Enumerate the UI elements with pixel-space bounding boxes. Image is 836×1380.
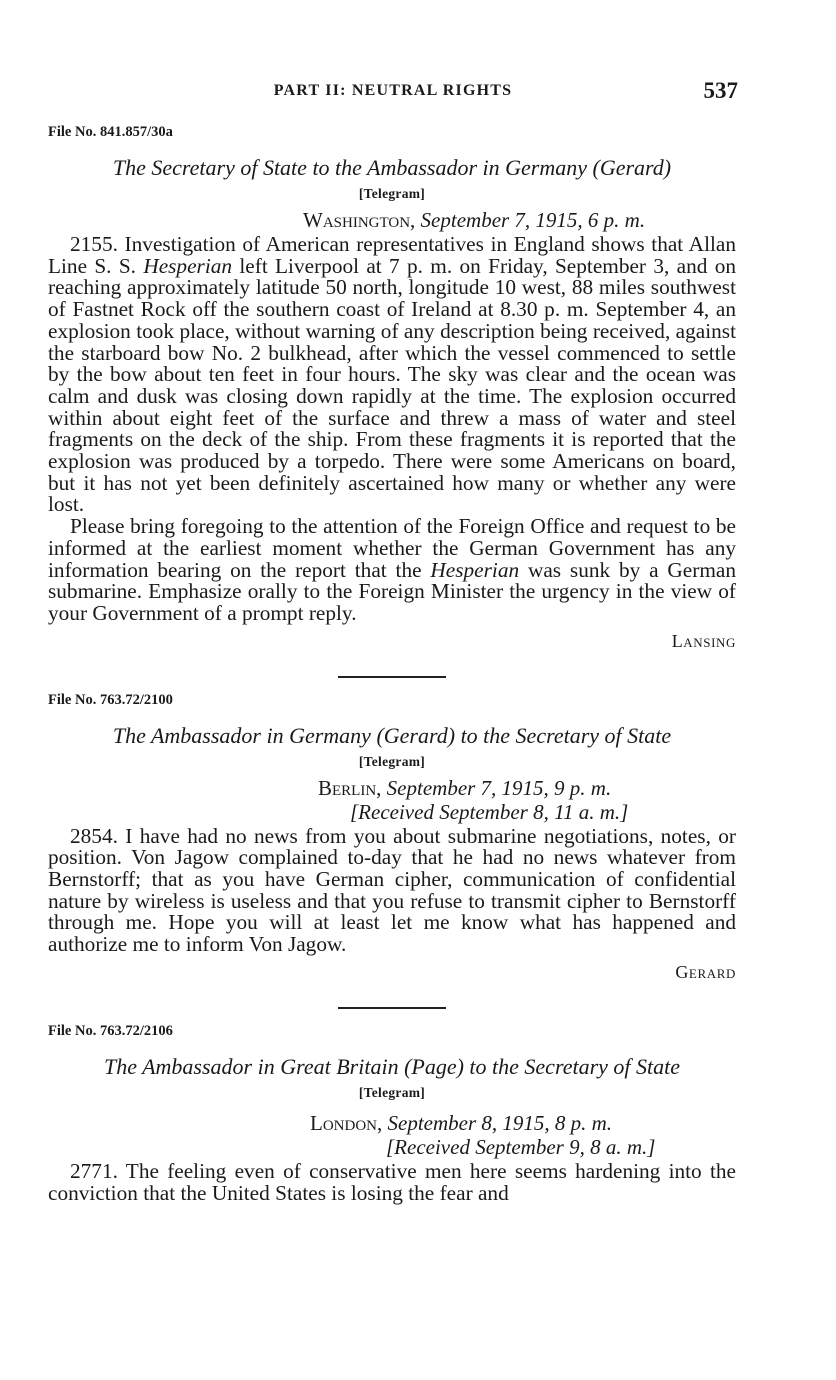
- dateline-date: September 7, 1915, 6 p. m.: [420, 208, 646, 232]
- file-number: File No. 763.72/2106: [48, 1022, 173, 1039]
- document-page-to-secretary: [48, 1021, 736, 1204]
- document-type: [Telegram]: [358, 186, 426, 201]
- document-type: [Telegram]: [358, 1084, 426, 1100]
- document-title: The Ambassador in Great Britain (Page) to the Secretary of State: [104, 1053, 680, 1079]
- running-header: [48, 78, 738, 108]
- paragraph-text: was sunk by a German submarine. Emphasize orally to the Foreign Minister the urgency in the view of your Government of a prompt reply.: [48, 557, 736, 625]
- dateline: [48, 208, 736, 232]
- dateline-date: September 7, 1915, 9 p. m.: [386, 775, 612, 800]
- file-number: File No. 841.857/30a: [48, 124, 173, 140]
- body-paragraph: 2854. I have had no news from you about submarine negotiations, notes, or position. Von Jagow complained to-day that he had no news whatever from Bernstorff; that as you have German cipher, communication of confidential nature by wireless is useless and that you refuse to transmit cipher to Bernstorff through me. Hope you will at least let me know what has happened and authorize me to inform Von Jagow.: [48, 823, 736, 957]
- paragraph-text: 2155. Investigation of American representatives in England shows that Allan Line S. S.: [48, 232, 736, 278]
- file-number: File No. 763.72/2100: [48, 691, 173, 708]
- dateline-place: Washington,: [303, 208, 416, 232]
- dateline: [48, 1111, 736, 1135]
- page-number: 537: [703, 78, 738, 103]
- running-title: PART II: NEUTRAL RIGHTS: [273, 82, 513, 99]
- document-title: The Secretary of State to the Ambassador in Germany (Gerard): [112, 155, 672, 180]
- dateline: [48, 776, 736, 800]
- signature: Gerard: [675, 961, 736, 982]
- dateline-place: Berlin,: [318, 775, 382, 800]
- document-title: The Ambassador in Germany (Gerard) to the Secretary of State: [112, 722, 672, 748]
- body-paragraph: [48, 234, 736, 516]
- dateline-date: September 8, 1915, 8 p. m.: [387, 1110, 613, 1135]
- ship-name: Hesperian: [430, 557, 520, 582]
- received-line: [Received September 9, 8 a. m.]: [386, 1134, 656, 1159]
- page-content: [48, 122, 736, 1204]
- paragraph-text: left Liverpool at 7 p. m. on Friday, September 3, and on reaching approximately latitude 50 north, longitude 10 west, 88 miles southwest of Fastnet Rock off the southern coast of Ireland at 8.30 p. m. September 4, an explosion took place, without warning of any description being received, against the starboard bow No. 2 bulkhead, after which the vessel commenced to settle by the bow about ten feet in four hours. The sky was clear and the ocean was calm and dusk was closing down rapidly at the time. The explosion occurred within about eight feet of the surface and threw a mass of water and steel fragments on the deck of the ship. From these fragments it is reported that the explosion was produced by a torpedo. There were some Americans on board, but it has not yet been definitely ascertained how many or whether any were lost.: [48, 253, 736, 517]
- ship-name: Hesperian: [143, 253, 233, 278]
- body-paragraph: [48, 516, 736, 625]
- document-gerard-to-secretary: [48, 690, 736, 983]
- signature: Lansing: [671, 630, 736, 651]
- received-line: [Received September 8, 11 a. m.]: [350, 799, 629, 824]
- document-type: [Telegram]: [358, 753, 426, 769]
- dateline-place: London,: [310, 1110, 383, 1135]
- document-lansing-to-gerard: [48, 122, 736, 652]
- paragraph-text: Please bring foregoing to the attention of the Foreign Office and request to be informed at the earliest moment whether the German Government has any information bearing on the report that the: [48, 514, 736, 582]
- section-divider: [338, 1007, 446, 1009]
- body-paragraph: 2771. The feeling even of conservative men here seems hardening into the conviction that the United States is losing the fear and: [48, 1158, 736, 1205]
- section-divider: [338, 676, 446, 678]
